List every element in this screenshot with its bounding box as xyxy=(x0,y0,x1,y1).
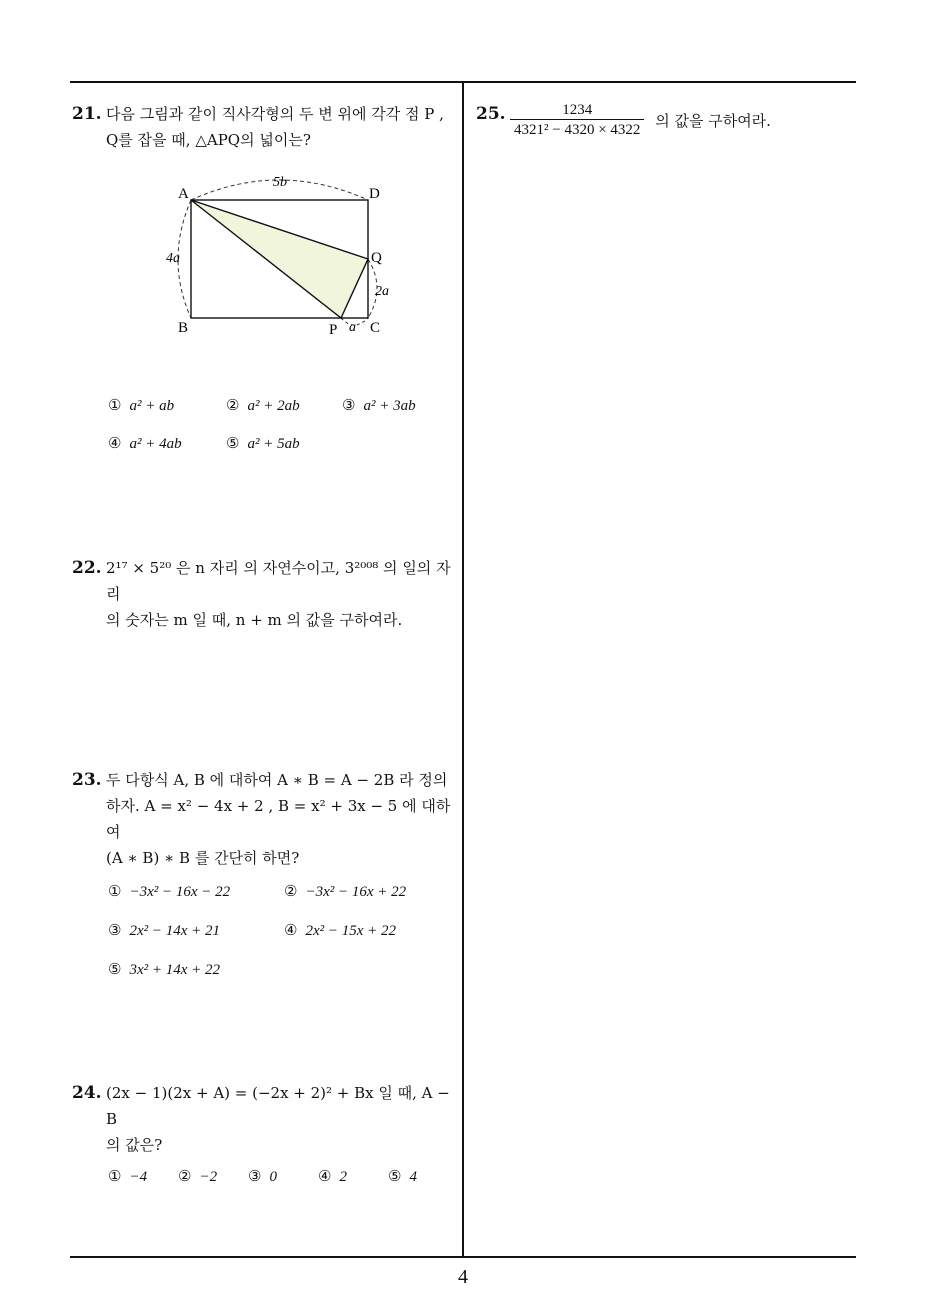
question-25 xyxy=(476,101,856,140)
triangle-apq xyxy=(191,200,368,318)
question-text-line: 하자. A = x² − 4x + 2 , B = x² + 3x − 5 에 대하여 xyxy=(106,797,451,841)
rectangle-figure xyxy=(160,170,400,345)
question-text xyxy=(106,767,462,871)
column-divider xyxy=(462,82,464,1258)
choice-1[interactable]: ① −4 xyxy=(108,1169,148,1185)
question-text xyxy=(106,101,462,153)
question-text-line: 2¹⁷ × 5²⁰ 은 n 자리 의 자연수이고, 3²⁰⁰⁸ 의 일의 자리 xyxy=(106,559,451,603)
question-number: 25. xyxy=(476,104,506,124)
question-23 xyxy=(72,767,462,871)
fraction-numerator: 1234 xyxy=(510,101,644,120)
label-q: Q xyxy=(371,250,382,266)
label-d: D xyxy=(369,186,380,202)
label-2a: 2a xyxy=(375,284,389,299)
question-text-line: 의 숫자는 m 일 때, n + m 의 값을 구하여라. xyxy=(106,611,403,629)
choice-2[interactable]: ② −3x² − 16x + 22 xyxy=(284,884,407,900)
question-24 xyxy=(72,1080,462,1158)
question-number: 23. xyxy=(72,770,102,790)
question-number: 21. xyxy=(72,104,102,124)
choice-3[interactable]: ③ a² + 3ab xyxy=(342,398,416,414)
fraction xyxy=(510,101,644,140)
label-b: B xyxy=(178,320,189,336)
label-a: A xyxy=(178,186,189,202)
question-text-line: 다음 그림과 같이 직사각형의 두 변 위에 각각 점 P , xyxy=(106,105,444,123)
question-text-line: (2x − 1)(2x + A) = (−2x + 2)² + Bx 일 때, A − B xyxy=(106,1084,450,1128)
choice-4[interactable]: ④ a² + 4ab xyxy=(108,436,182,452)
label-c: C xyxy=(370,320,381,336)
question-21 xyxy=(72,101,462,153)
question-text xyxy=(106,555,462,633)
choice-5[interactable]: ⑤ 4 xyxy=(388,1169,417,1185)
label-5b: 5b xyxy=(273,175,287,190)
question-text-line: 두 다항식 A, B 에 대하여 A ∗ B = A − 2B 라 정의 xyxy=(106,771,448,789)
question-text-line: 의 값은? xyxy=(106,1136,163,1154)
choice-1[interactable]: ① a² + ab xyxy=(108,398,175,414)
question-text xyxy=(106,1080,462,1158)
choice-2[interactable]: ② a² + 2ab xyxy=(226,398,300,414)
choice-2[interactable]: ② −2 xyxy=(178,1169,218,1185)
fraction-denominator: 4321² − 4320 × 4322 xyxy=(514,122,641,138)
label-4a: 4a xyxy=(166,251,180,266)
question-text-line: (A ∗ B) ∗ B 를 간단히 하면? xyxy=(106,849,300,867)
question-number: 22. xyxy=(72,558,102,578)
choice-3[interactable]: ③ 2x² − 14x + 21 xyxy=(108,923,221,939)
question-text-line: Q를 잡을 때, △APQ의 넓이는? xyxy=(106,131,311,149)
question-number: 24. xyxy=(72,1083,102,1103)
question-22 xyxy=(72,555,462,633)
choice-3[interactable]: ③ 0 xyxy=(248,1169,277,1185)
choice-4[interactable]: ④ 2 xyxy=(318,1169,347,1185)
choice-5[interactable]: ⑤ 3x² + 14x + 22 xyxy=(108,962,221,978)
question-suffix: 의 값을 구하여라. xyxy=(655,111,771,130)
page-number: 4 xyxy=(458,1266,468,1288)
choice-4[interactable]: ④ 2x² − 15x + 22 xyxy=(284,923,397,939)
label-p: P xyxy=(329,322,338,338)
question-text xyxy=(510,101,856,140)
label-a-small: a xyxy=(349,320,356,335)
bottom-rule xyxy=(70,1256,856,1258)
choice-1[interactable]: ① −3x² − 16x − 22 xyxy=(108,884,231,900)
choice-5[interactable]: ⑤ a² + 5ab xyxy=(226,436,300,452)
